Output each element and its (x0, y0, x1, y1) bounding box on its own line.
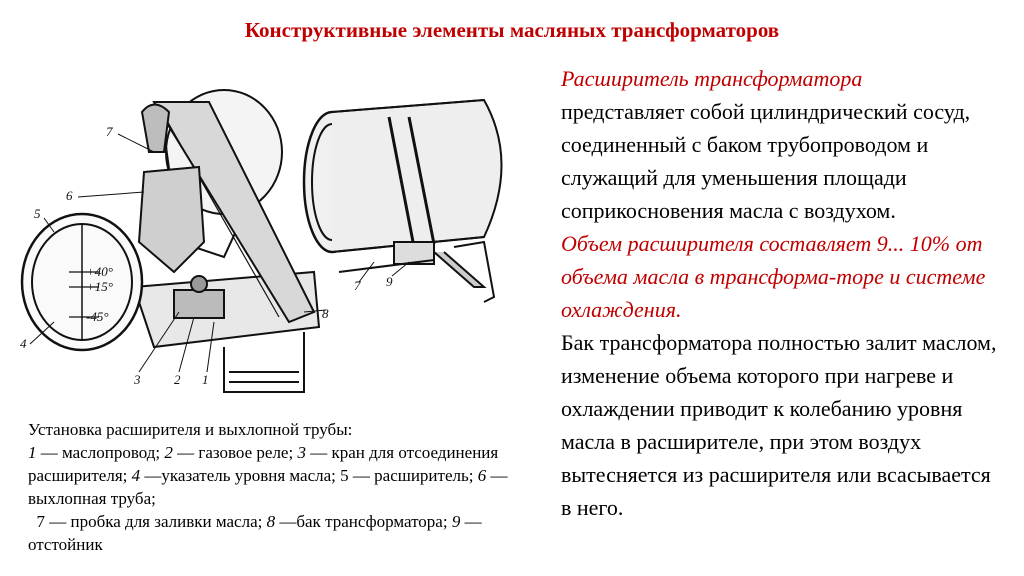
paragraph-description: представляет собой цилиндрический сосуд, соединенный с баком трубопроводом и служащий для уменьшения площади соприкосновения масла с воздухом. (561, 99, 971, 223)
figure-label-1: 1 (202, 372, 209, 387)
caption-text-8: —бак трансформатора; (275, 512, 452, 531)
caption-text-6: —выхлопная труба; (28, 466, 508, 508)
caption-text-1: — маслопровод; (36, 443, 165, 462)
paragraph-volume: Объем расширителя составляет 9... 10% от объема масла в трансформа-торе и системе охлаждения. (561, 231, 986, 322)
figure-label-6: 6 (66, 188, 73, 203)
caption-num-9: 9 (451, 512, 461, 531)
caption-text-5: — расширитель; (348, 466, 478, 485)
figure-label-9: 9 (386, 274, 393, 289)
caption-num-8: 8 (266, 512, 276, 531)
expander-figure (14, 72, 534, 417)
figure-label-4: 4 (20, 336, 27, 351)
caption-intro: Установка расширителя и выхлопной трубы: (28, 420, 353, 439)
paragraph-tank: Бак трансформатора полностью залит маслом, изменение объема которого при нагреве и охлаждении приводит к колебанию уровня масла в расширителе, при этом воздух вытесняется из расширителя или всасывается в него. (561, 330, 997, 520)
page-title: Конструктивные элементы масляных трансформаторов (244, 18, 780, 42)
caption-text-2: — газовое реле; (172, 443, 298, 462)
figure-label-3: 3 (134, 372, 141, 387)
caption-text-3: — кран для отсоединения расширителя; (28, 443, 499, 485)
caption-num-3: 3 (297, 443, 306, 462)
gauge-mark-plus15: +15° (86, 279, 113, 294)
caption-num-6: 6 (477, 466, 487, 485)
figure-label-7: 7 (106, 124, 113, 139)
figure-label-7b: 7 (354, 278, 361, 293)
expander-heading: Расширитель трансформатора (561, 66, 863, 91)
caption-text-7: — пробка для заливки масла; (45, 512, 267, 531)
caption-num-4: 4 (131, 466, 141, 485)
caption-text-9: — отстойник (28, 512, 482, 554)
caption-num-7: 7 (36, 512, 45, 531)
gauge-mark-minus45: -45° (86, 309, 109, 324)
figure-label-8: 8 (322, 306, 329, 321)
figure-label-5: 5 (34, 206, 41, 221)
main-text (545, 62, 1005, 524)
caption-text-4: —указатель уровня масла; (140, 466, 341, 485)
caption-num-5: 5 (340, 466, 349, 485)
figure-label-2: 2 (174, 372, 181, 387)
gauge-mark-plus40: +40° (86, 264, 113, 279)
figure-caption (28, 418, 508, 556)
caption-num-2: 2 (164, 443, 173, 462)
caption-num-1: 1 (28, 443, 37, 462)
